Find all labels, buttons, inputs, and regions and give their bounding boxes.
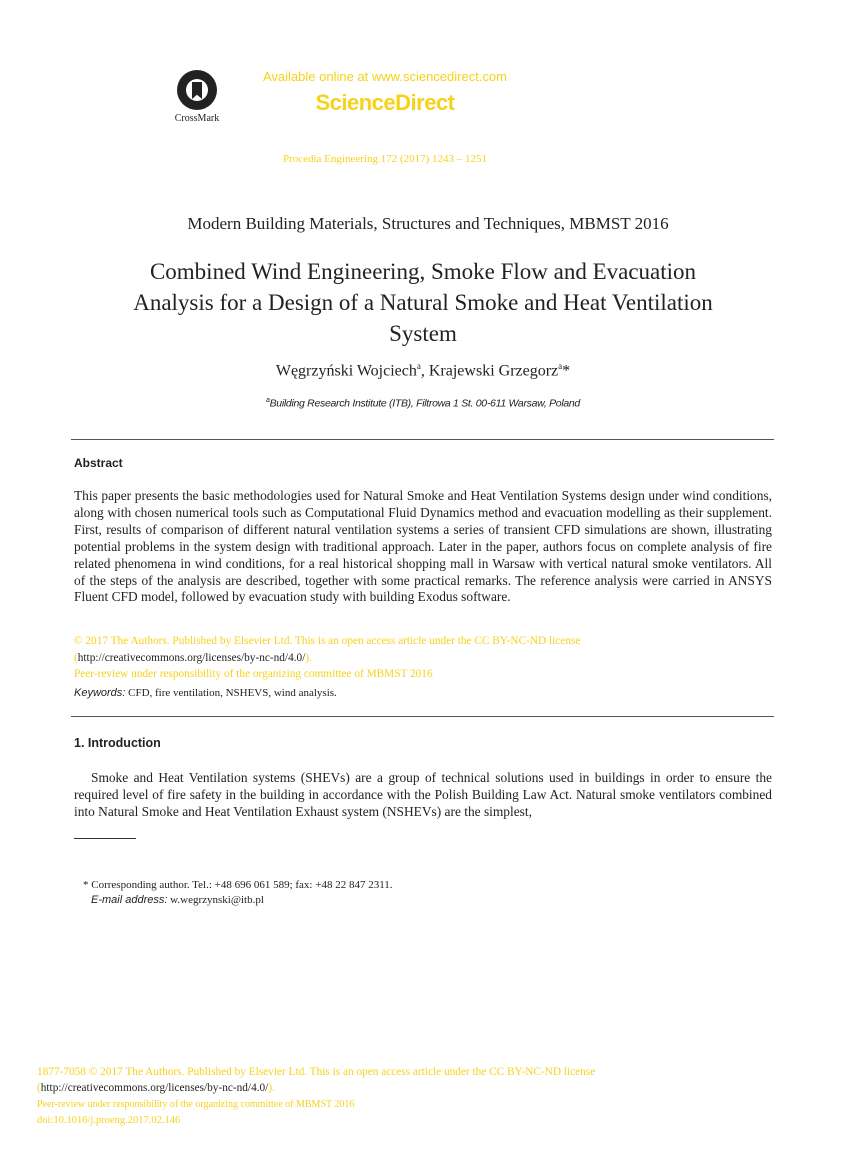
license-link[interactable]: http://creativecommons.org/licenses/by-nc-nd/4.0/ <box>77 651 306 664</box>
email-address[interactable]: w.wegrzynski@itb.pl <box>167 894 264 906</box>
abstract-body: This paper presents the basic methodologies used for Natural Smoke and Heat Ventilation Systems design under wind conditions, along with chosen numerical tools such as Computational Fluid Dynamics method and evacuation modelling as their supplement. First, results of comparison of different natural ventilation systems a series of transient CFD simulations are shown, illustrating potential problems in the system design with traditional approach. Later in the paper, authors focus on complete analysis of fire related phenomena in wind conditions, for a real historical shopping mall in Warsaw with vertical natural smoke ventilators. All of the steps of the analysis are described, together with some practical remarks. The reference analysis were carried in ANSYS Fluent CFD model, followed by evacuation study with building Exodus software. <box>74 488 772 605</box>
footnote-rule <box>74 838 136 839</box>
paren-open: ( <box>37 1082 41 1095</box>
footnote <box>83 878 393 908</box>
affiliation <box>0 397 846 410</box>
author-affil-sup: a <box>558 361 563 371</box>
peer-review-statement: Peer-review under responsibility of the organizing committee of MBMST 2016 <box>74 668 433 680</box>
keywords-label: Keywords: <box>74 687 126 699</box>
available-online-text: Available online at www.sciencedirect.com <box>263 69 507 84</box>
title-line: Combined Wind Engineering, Smoke Flow and Evacuation <box>149 259 697 284</box>
conference-name: Modern Building Materials, Structures and Techniques, MBMST 2016 <box>187 214 669 233</box>
footer-peer-review: Peer-review under responsibility of the organizing committee of MBMST 2016 <box>37 1098 355 1110</box>
email-line <box>83 893 393 908</box>
paper-title <box>40 256 806 349</box>
sciencedirect-logo: ScienceDirect <box>315 90 455 115</box>
abstract-license <box>74 633 774 683</box>
crossmark-label: CrossMark <box>174 113 220 124</box>
title-line: Analysis for a Design of a Natural Smoke and Heat Ventilation <box>133 290 713 315</box>
paren-close: ). <box>305 651 312 664</box>
footer-issn-license: 1877-7058 © 2017 The Authors. Published by Elsevier Ltd. This is an open access article under the CC BY-NC-ND license <box>37 1066 596 1078</box>
license-statement: © 2017 The Authors. Published by Elsevier Ltd. This is an open access article under the CC BY-NC-ND license <box>74 635 581 647</box>
title-line: System <box>389 321 457 346</box>
introduction-heading: 1. Introduction <box>74 736 161 750</box>
author-affil-sup: a <box>416 361 421 371</box>
footer-license-link[interactable]: http://creativecommons.org/licenses/by-nc-nd/4.0/ <box>40 1082 269 1095</box>
abstract-heading: Abstract <box>74 456 123 470</box>
footer <box>37 1064 817 1130</box>
author-separator: , <box>420 362 429 380</box>
journal-reference: Procedia Engineering 172 (2017) 1243 – 1251 <box>282 153 488 165</box>
introduction-body: Smoke and Heat Ventilation systems (SHEVs) are a group of technical solutions used in buildings in order to ensure the required level of fire safety in the building in accordance with the Polish Building Law Act. Natural smoke ventilators combined into Natural Smoke and Heat Ventilation Exhaust system (NSHEVs) are the simplest, <box>74 770 772 819</box>
license-link-line <box>74 650 774 667</box>
divider-bottom <box>71 716 774 717</box>
footer-license-link-line <box>37 1080 817 1096</box>
affiliation-text: Building Research Institute (ITB), Filtrowa 1 St. 00-611 Warsaw, Poland <box>269 397 580 410</box>
divider-top <box>71 439 774 440</box>
crossmark-logo-block[interactable] <box>171 70 223 124</box>
paren-open: ( <box>74 651 78 664</box>
author-name: Krajewski Grzegorz <box>428 362 559 380</box>
corresponding-author: * Corresponding author. Tel.: +48 696 061 589; fax: +48 22 847 2311. <box>83 879 393 891</box>
author-list <box>0 361 846 380</box>
keywords <box>74 687 337 699</box>
paren-close: ). <box>268 1082 275 1095</box>
affiliation-sup: a <box>266 397 270 404</box>
keywords-text: CFD, fire ventilation, NSHEVS, wind analysis. <box>125 687 337 699</box>
crossmark-icon <box>177 70 217 110</box>
email-label: E-mail address: <box>91 894 168 906</box>
footer-doi[interactable]: doi:10.1016/j.proeng.2017.02.146 <box>37 1115 181 1127</box>
author-name: Węgrzyński Wojciech <box>275 362 417 380</box>
corresponding-mark: * <box>562 362 571 380</box>
